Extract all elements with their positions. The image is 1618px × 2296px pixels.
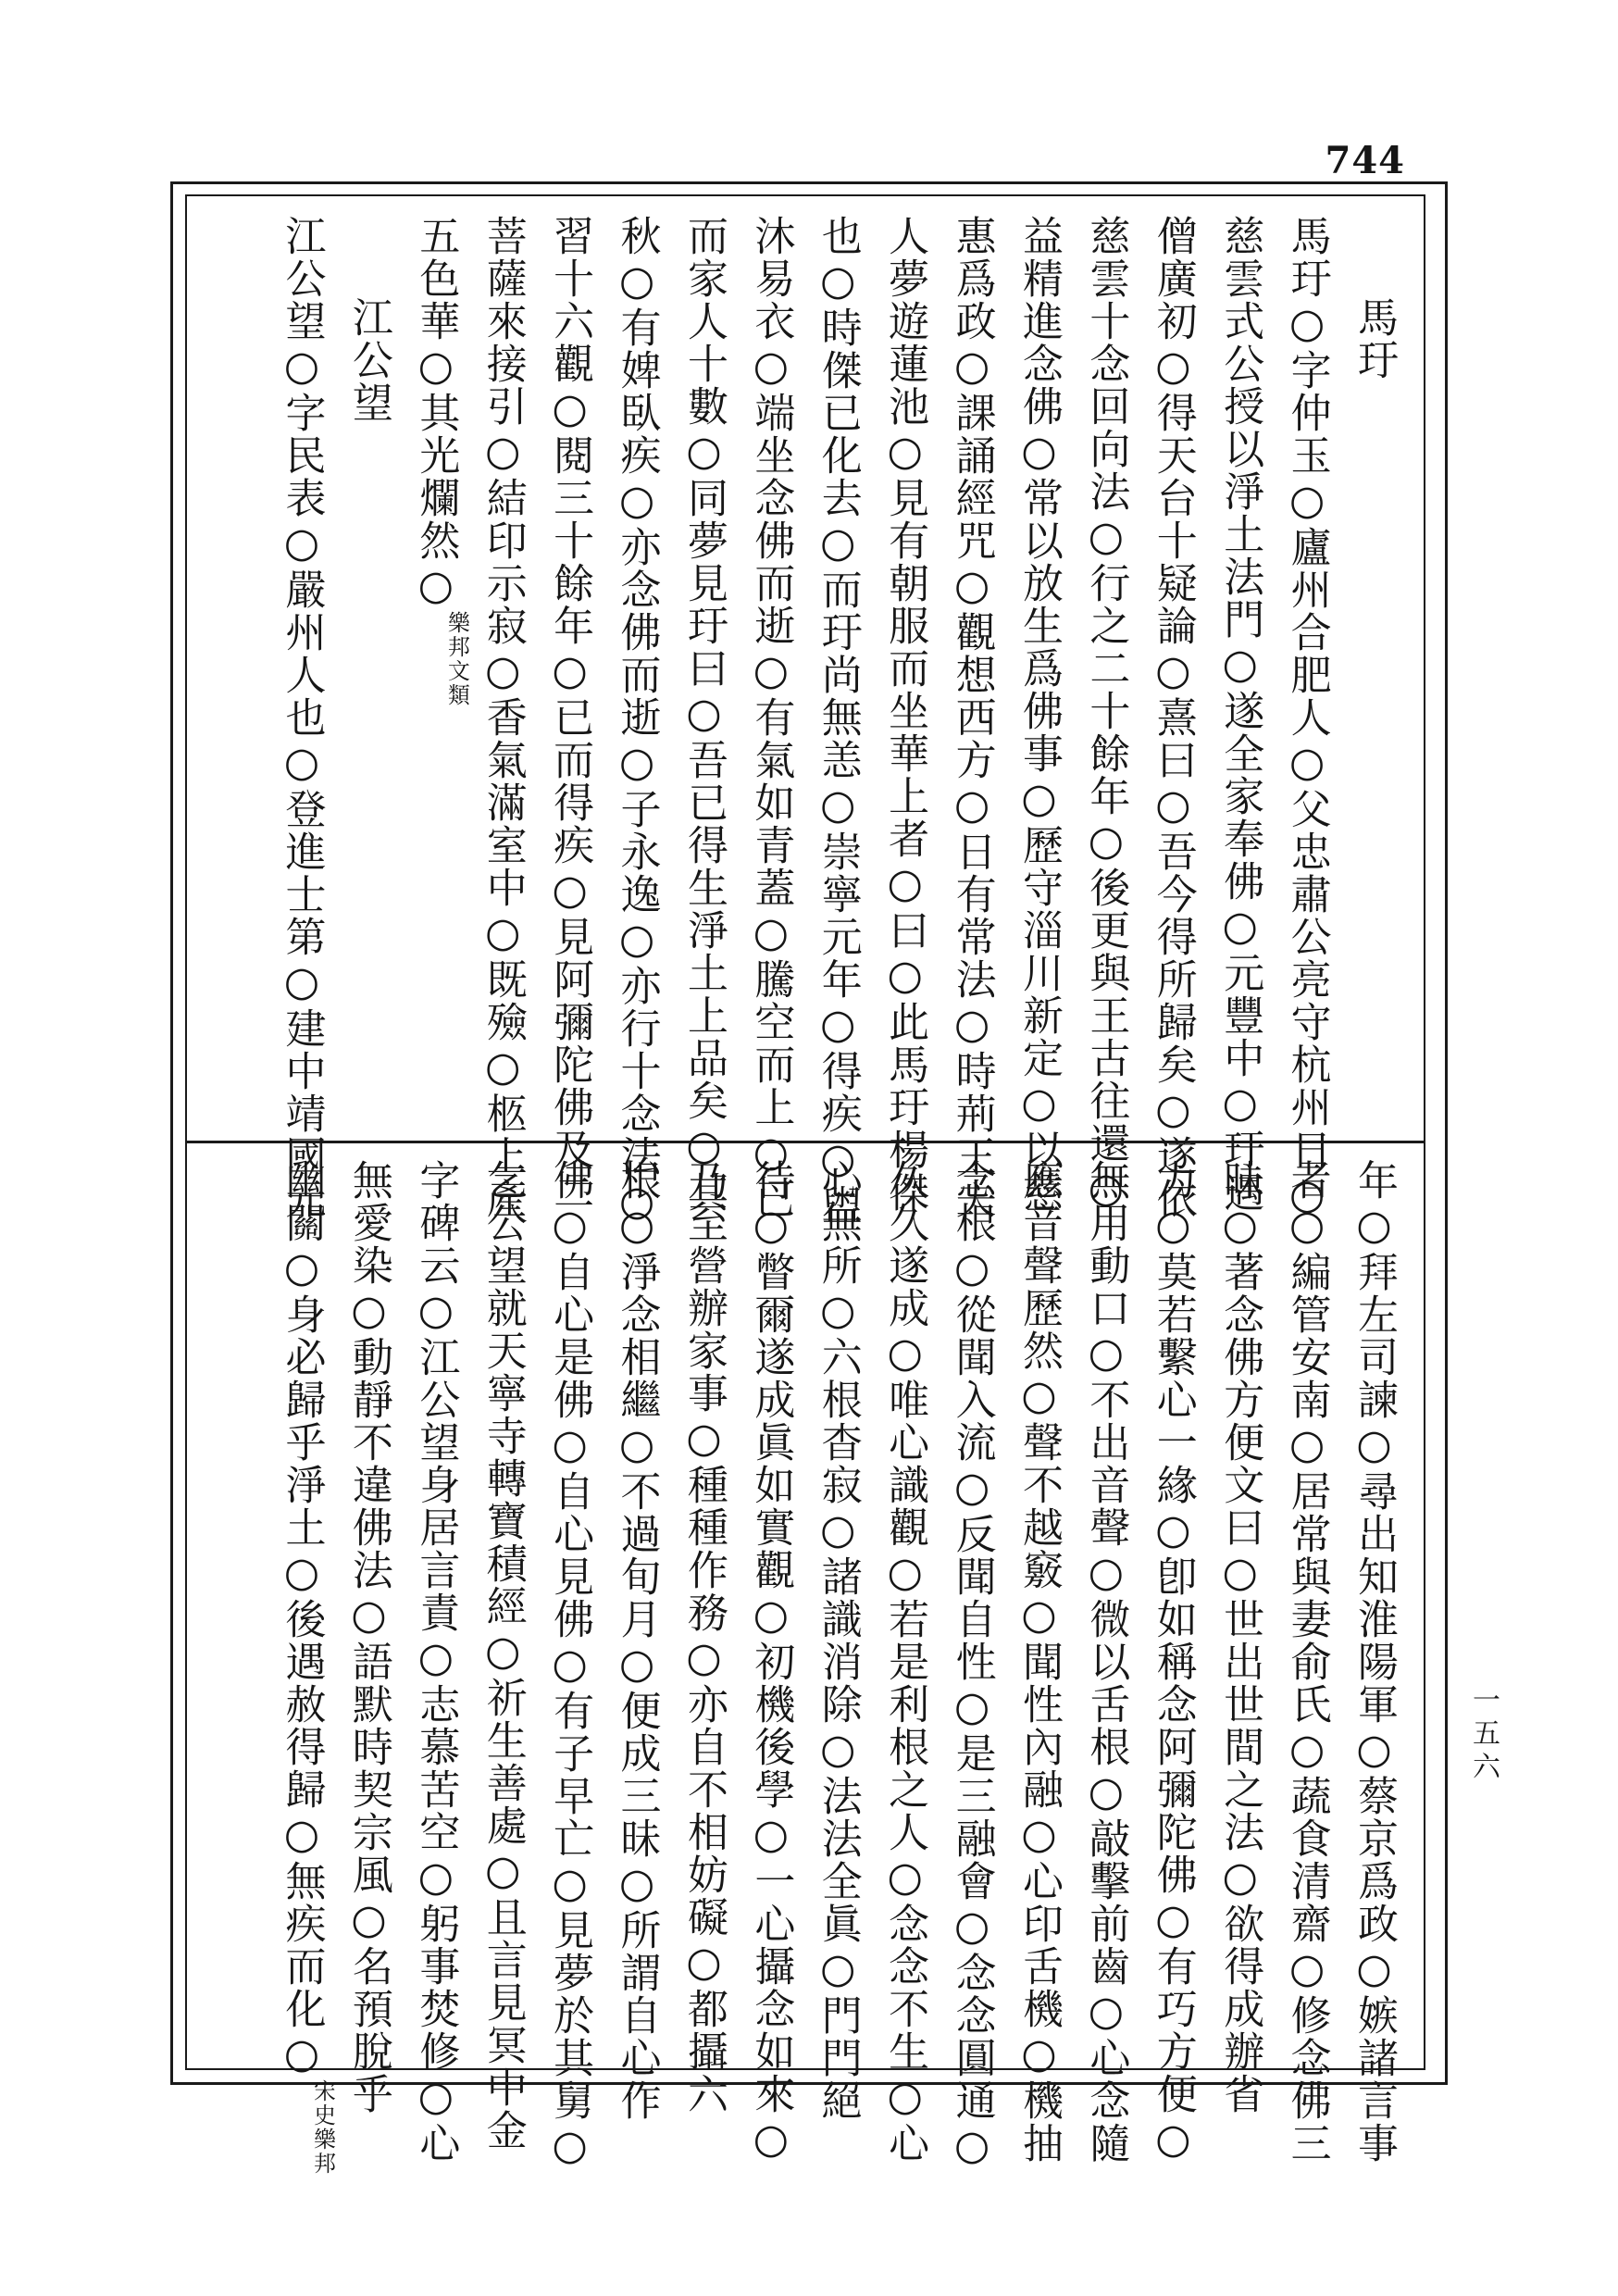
text-line: 無愛染○動靜不違佛法○語默時契宗風○名預脫乎 bbox=[344, 1159, 392, 2115]
text-line: 也○時傑已化去○而玗尚無恙○崇寧元年○得疾○盥 bbox=[814, 215, 862, 1227]
source-note: 宋史樂邦 bbox=[309, 2079, 336, 2176]
text-line: 年○拜左司諫○尋出知淮陽軍○蔡京爲政○嫉諸言事 bbox=[1350, 1159, 1398, 2165]
page-number: 744 bbox=[1325, 139, 1405, 182]
text-line: 應音聲歷然○聲不越竅○聞性內融○心印舌機○機抽 bbox=[1014, 1159, 1063, 2165]
text-line: 慈雲式公授以淨土法門○遂全家奉佛○元豐中○玗遇 bbox=[1216, 215, 1264, 1214]
text-line: 乞公望就天寧寺轉寶積經○祈生善處○且言見冥中金 bbox=[479, 1159, 527, 2152]
text-line: 無用動口○不出音聲○微以舌根○敲擊前齒○心念隨 bbox=[1082, 1159, 1130, 2165]
heading-ma-yu: 馬玗 bbox=[1350, 296, 1398, 381]
text-line: 僧廣初○得天台十疑論○熹曰○吾今得所歸矣○遂依 bbox=[1149, 215, 1197, 1220]
text-line: 久久遂成○唯心識觀○若是利根之人○念念不生○心 bbox=[881, 1159, 929, 2165]
text-line: 惠爲政○課誦經咒○觀想西方○日有常法○時荊王夫 bbox=[948, 215, 996, 1220]
text-line: 江公望○字民表○嚴州人也○登進士第○建中靖國元 bbox=[278, 215, 326, 1220]
text-line: 而家人十數○同夢見玗曰○吾已得生淨土上品矣○其 bbox=[679, 215, 728, 1214]
text-line: 人夢遊蓮池○見有朝服而坐華上者○曰○此馬玗楊傑 bbox=[881, 215, 929, 1214]
upper-text-block bbox=[268, 215, 1407, 1227]
text-line: 沐易衣○端坐念佛而逝○有氣如青蓋○騰空而上○已 bbox=[747, 215, 795, 1220]
text-line: 根○淨念相繼○不過旬月○便成三昧○所謂自心作 bbox=[613, 1159, 661, 2122]
text-line: 乃至營辦家事○種種作務○亦自不相妨礙○都攝六 bbox=[679, 1159, 728, 2115]
text-line-with-note bbox=[268, 1159, 336, 2176]
lower-text-block bbox=[268, 1159, 1407, 2176]
text-line: 昧○著念佛方便文曰○世出世間之法○欲得成辦省 bbox=[1216, 1159, 1264, 2115]
source-note: 樂邦文類 bbox=[443, 611, 470, 707]
text-line: 益精進念佛○常以放生爲佛事○歷守淄川新定○以慈 bbox=[1014, 215, 1063, 1214]
text-line: 心無所○六根杳寂○諸識消除○法法全眞○門門絕 bbox=[814, 1159, 862, 2122]
text-line: 力○莫若繫心一緣○卽如稱念阿彌陀佛○有巧方便○ bbox=[1149, 1159, 1197, 2165]
text-line: 字碑云○江公望身居言責○志慕苦空○躬事焚修○心 bbox=[412, 1159, 460, 2165]
text-line-with-note bbox=[402, 215, 468, 1122]
text-line: 五色華○其光爛然○ bbox=[412, 215, 460, 611]
text-line: 秋○有婢臥疾○亦念佛而逝○子永逸○亦行十念法○ bbox=[613, 215, 661, 1227]
text-line: 待○瞥爾遂成眞如實觀○初機後學○一心攝念如來○ bbox=[747, 1159, 795, 2165]
text-line: 佛○自心是佛○自心見佛○有子早亡○見夢於其舅○ bbox=[546, 1159, 594, 2171]
text-line: 幽關○身必歸乎淨土○後遇赦得歸○無疾而化○ bbox=[278, 1159, 326, 2079]
text-line: 菩薩來接引○結印示寂○香氣滿室中○既殮○柩上產 bbox=[479, 215, 527, 1220]
text-line: 念根○從聞入流○反聞自性○是三融會○念念圓通○ bbox=[948, 1159, 996, 2171]
text-line: 習十六觀○閱三十餘年○已而得疾○見阿彌陀佛及二 bbox=[546, 215, 594, 1214]
text-line: 馬玗○字仲玉○廬州合肥人○父忠肅公亮守杭州日○ bbox=[1283, 215, 1331, 1220]
heading-jiang-gongwang: 江公望 bbox=[344, 296, 392, 424]
text-line: 慈雲十念回向法○行之二十餘年○後更與王古往還○ bbox=[1082, 215, 1130, 1214]
text-line: 者○編管安南○居常與妻俞氏○蔬食清齋○修念佛三 bbox=[1283, 1159, 1331, 2165]
margin-page-note: 一五六 bbox=[1467, 1685, 1500, 1785]
